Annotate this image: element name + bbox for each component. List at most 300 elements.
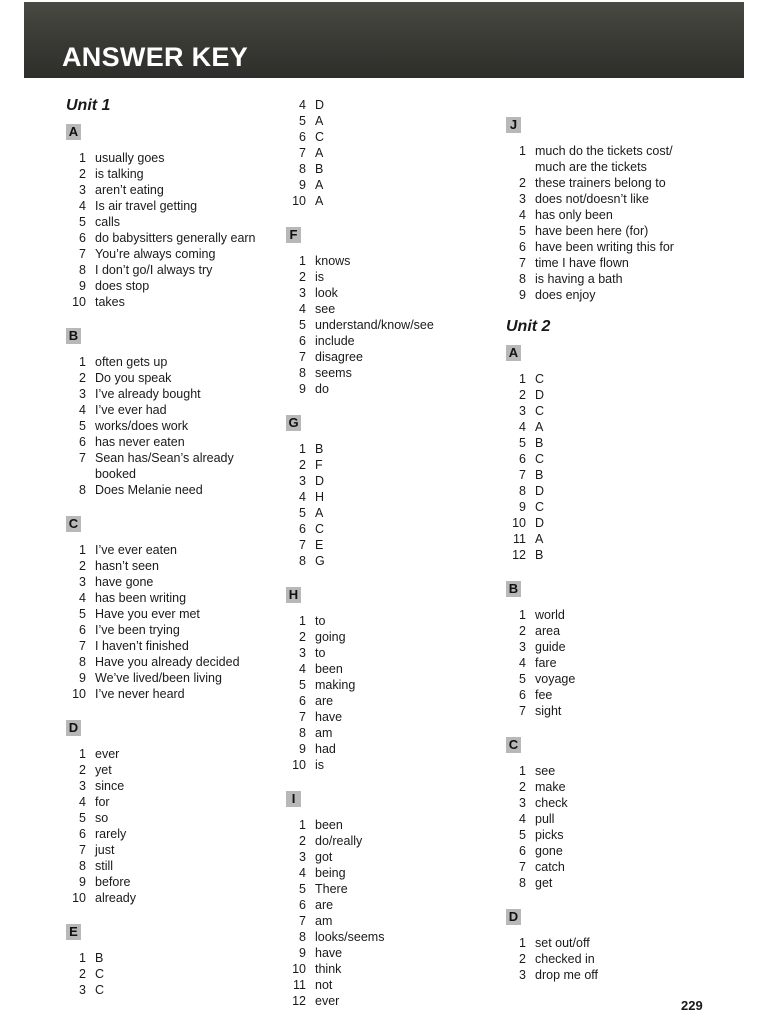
item-number: 5	[79, 419, 86, 433]
item-answer: C	[535, 372, 545, 386]
answer-item	[506, 271, 706, 287]
answer-item	[66, 198, 276, 214]
answer-item	[66, 670, 276, 686]
item-answer: Have you already decided	[95, 655, 240, 669]
item-answer: You’re always coming	[95, 247, 216, 261]
item-number: 1	[299, 442, 306, 456]
answer-item	[286, 833, 486, 849]
item-answer: am	[315, 914, 333, 928]
answer-item	[506, 531, 706, 547]
answer-item	[66, 778, 276, 794]
item-number: 3	[299, 850, 306, 864]
answer-item	[66, 166, 276, 182]
item-answer: We’ve lived/been living	[95, 671, 222, 685]
answer-item	[286, 613, 486, 629]
item-answer: is	[315, 270, 325, 284]
item-number: 8	[79, 655, 86, 669]
item-answer: does stop	[95, 279, 150, 293]
answer-item	[66, 794, 276, 810]
column-1	[66, 96, 276, 998]
answer-item	[286, 661, 486, 677]
item-answer: B	[535, 548, 544, 562]
page-title: ANSWER KEY	[62, 42, 249, 72]
answer-item	[66, 150, 276, 166]
item-number: 7	[519, 860, 526, 874]
item-number: 5	[519, 828, 526, 842]
item-answer: I’ve been trying	[95, 623, 180, 637]
item-answer: gone	[535, 844, 563, 858]
answer-item	[286, 473, 486, 489]
item-answer: C	[95, 983, 105, 997]
item-answer: have been here (for)	[535, 224, 649, 238]
section-label: D	[506, 909, 521, 925]
item-answer: before	[95, 875, 131, 889]
answer-item	[506, 607, 706, 623]
answer-item	[66, 482, 276, 498]
item-answer: guide	[535, 640, 566, 654]
item-answer: see	[535, 764, 556, 778]
answer-item	[506, 403, 706, 419]
item-answer: area	[535, 624, 561, 638]
item-answer: set out/off	[535, 936, 590, 950]
answer-item	[286, 349, 486, 365]
header-banner	[24, 2, 744, 78]
answer-item	[66, 386, 276, 402]
item-number: 8	[519, 272, 526, 286]
item-answer: does not/doesn’t like	[535, 192, 649, 206]
answer-item	[506, 499, 706, 515]
section-label: B	[506, 581, 521, 597]
item-answer: ever	[315, 994, 340, 1008]
item-answer: D	[535, 484, 545, 498]
item-number: 7	[79, 451, 86, 465]
item-number: 6	[79, 435, 86, 449]
answer-item	[286, 113, 486, 129]
answer-item	[66, 590, 276, 606]
answer-item	[286, 521, 486, 537]
item-answer: do/really	[315, 834, 363, 848]
item-answer: am	[315, 726, 333, 740]
answer-item	[286, 285, 486, 301]
answer-item	[286, 993, 486, 1009]
unit-heading: Unit 1	[66, 97, 111, 114]
item-answer: to	[315, 646, 326, 660]
item-number: 3	[79, 387, 86, 401]
item-answer: works/does work	[95, 419, 189, 433]
item-number: 5	[299, 678, 306, 692]
item-number: 1	[79, 151, 86, 165]
item-number: 10	[292, 758, 306, 772]
item-answer: C	[535, 452, 545, 466]
item-answer: knows	[315, 254, 351, 268]
answer-item	[66, 354, 276, 370]
item-answer: being	[315, 866, 346, 880]
answer-item	[66, 402, 276, 418]
item-answer: going	[315, 630, 346, 644]
answer-item	[506, 843, 706, 859]
item-answer: got	[315, 850, 333, 864]
item-number: 5	[519, 436, 526, 450]
item-number: 4	[299, 490, 306, 504]
item-number: 12	[512, 548, 526, 562]
item-number: 8	[79, 263, 86, 277]
item-number: 4	[79, 795, 86, 809]
item-answer: are	[315, 898, 334, 912]
item-number: 6	[79, 623, 86, 637]
item-answer: checked in	[535, 952, 595, 966]
answer-item	[506, 255, 706, 271]
item-number: 4	[519, 812, 526, 826]
item-number: 2	[519, 176, 526, 190]
answer-item	[506, 143, 706, 175]
item-number: 10	[512, 516, 526, 530]
answer-item	[66, 874, 276, 890]
answer-item	[506, 387, 706, 403]
item-number: 7	[519, 256, 526, 270]
answer-item	[506, 795, 706, 811]
item-number: 2	[79, 559, 86, 573]
item-answer: There	[315, 882, 348, 896]
answer-item	[506, 779, 706, 795]
item-answer: D	[315, 474, 325, 488]
item-answer: include	[315, 334, 355, 348]
column-3	[506, 113, 706, 983]
item-answer: G	[315, 554, 325, 568]
item-number: 2	[299, 270, 306, 284]
item-answer: E	[315, 538, 324, 552]
answer-item	[506, 451, 706, 467]
item-number: 2	[79, 763, 86, 777]
item-answer: fare	[535, 656, 557, 670]
answer-item	[66, 638, 276, 654]
item-number: 7	[519, 468, 526, 482]
item-answer: Is air travel getting	[95, 199, 198, 213]
item-answer: had	[315, 742, 336, 756]
answer-item	[66, 450, 276, 482]
item-answer: voyage	[535, 672, 576, 686]
item-answer: I don’t go/I always try	[95, 263, 213, 277]
answer-item	[66, 558, 276, 574]
answer-item	[66, 950, 276, 966]
item-number: 5	[299, 114, 306, 128]
item-number: 3	[79, 183, 86, 197]
item-answer: F	[315, 458, 323, 472]
item-answer: been	[315, 818, 343, 832]
answer-item	[506, 371, 706, 387]
item-number: 4	[299, 302, 306, 316]
item-answer: have	[315, 946, 343, 960]
item-answer: catch	[535, 860, 565, 874]
item-answer: is having a bath	[535, 272, 623, 286]
section-label: C	[506, 737, 521, 753]
item-answer: get	[535, 876, 553, 890]
answer-item	[66, 810, 276, 826]
item-number: 3	[519, 192, 526, 206]
answer-item	[66, 294, 276, 310]
item-number: 2	[299, 458, 306, 472]
item-answer: C	[315, 130, 325, 144]
item-number: 5	[79, 811, 86, 825]
item-number: 4	[299, 866, 306, 880]
item-answer: looks/seems	[315, 930, 385, 944]
item-number: 6	[79, 231, 86, 245]
item-number: 8	[299, 930, 306, 944]
item-number: 12	[292, 994, 306, 1008]
item-number: 4	[519, 656, 526, 670]
item-answer: disagree	[315, 350, 363, 364]
item-answer: C	[95, 967, 105, 981]
item-answer: D	[315, 98, 325, 112]
item-answer: A	[315, 194, 324, 208]
item-number: 1	[79, 747, 86, 761]
item-number: 6	[299, 130, 306, 144]
item-answer: are	[315, 694, 334, 708]
item-number: 10	[72, 687, 86, 701]
item-answer: A	[535, 420, 544, 434]
item-number: 6	[79, 827, 86, 841]
item-number: 3	[519, 640, 526, 654]
answer-item	[66, 654, 276, 670]
item-number: 9	[79, 671, 86, 685]
item-number: 2	[79, 167, 86, 181]
answer-item	[66, 230, 276, 246]
answer-item	[66, 686, 276, 702]
item-number: 5	[519, 672, 526, 686]
answer-item	[286, 97, 486, 113]
item-number: 7	[79, 639, 86, 653]
item-answer: A	[535, 532, 544, 546]
answer-item	[506, 623, 706, 639]
item-answer: sight	[535, 704, 562, 718]
item-answer: A	[315, 506, 324, 520]
item-number: 2	[519, 388, 526, 402]
item-number: 7	[299, 710, 306, 724]
item-number: 3	[299, 474, 306, 488]
item-number: 9	[79, 875, 86, 889]
item-number: 7	[79, 843, 86, 857]
item-answer: have been writing this for	[535, 240, 674, 254]
item-number: 8	[519, 484, 526, 498]
answer-item	[506, 419, 706, 435]
item-number: 3	[79, 779, 86, 793]
answer-item	[286, 365, 486, 381]
item-number: 6	[299, 898, 306, 912]
column-2	[286, 97, 486, 1009]
answer-item	[66, 278, 276, 294]
item-number: 10	[72, 891, 86, 905]
item-answer: has been writing	[95, 591, 187, 605]
item-answer: is talking	[95, 167, 144, 181]
item-number: 1	[299, 254, 306, 268]
item-answer: since	[95, 779, 125, 793]
item-answer: just	[95, 843, 115, 857]
item-number: 2	[299, 834, 306, 848]
item-answer: has only been	[535, 208, 613, 222]
item-number: 6	[299, 694, 306, 708]
item-answer: has never eaten	[95, 435, 185, 449]
answer-item	[286, 317, 486, 333]
answer-item	[506, 639, 706, 655]
item-answer: aren’t eating	[95, 183, 164, 197]
item-answer: Sean has/Sean’s already booked	[95, 451, 234, 481]
item-number: 5	[299, 318, 306, 332]
section-label: C	[66, 516, 81, 532]
section-label: G	[286, 415, 301, 431]
item-answer: much do the tickets cost/ much are the tickets	[535, 144, 673, 174]
answer-item	[286, 693, 486, 709]
item-answer: do	[315, 382, 329, 396]
item-number: 6	[299, 522, 306, 536]
item-answer: D	[535, 516, 545, 530]
item-answer: H	[315, 490, 325, 504]
item-answer: Have you ever met	[95, 607, 200, 621]
answer-item	[506, 967, 706, 983]
item-answer: picks	[535, 828, 564, 842]
section-label: J	[506, 117, 521, 133]
item-answer: B	[535, 468, 544, 482]
item-answer: already	[95, 891, 136, 905]
item-answer: check	[535, 796, 568, 810]
section-label: B	[66, 328, 81, 344]
answer-item	[506, 207, 706, 223]
item-number: 8	[79, 483, 86, 497]
item-number: 4	[79, 403, 86, 417]
item-answer: make	[535, 780, 566, 794]
answer-item	[506, 671, 706, 687]
item-number: 3	[79, 983, 86, 997]
section-label: A	[506, 345, 521, 361]
answer-item	[286, 129, 486, 145]
item-answer: look	[315, 286, 338, 300]
answer-item	[286, 505, 486, 521]
item-number: 3	[519, 968, 526, 982]
item-answer: B	[535, 436, 544, 450]
item-number: 3	[519, 404, 526, 418]
item-number: 8	[299, 366, 306, 380]
item-answer: time I have flown	[535, 256, 629, 270]
item-answer: A	[315, 178, 324, 192]
item-answer: often gets up	[95, 355, 168, 369]
section-label: I	[286, 791, 301, 807]
item-answer: Does Melanie need	[95, 483, 203, 497]
answer-item	[66, 606, 276, 622]
item-answer: these trainers belong to	[535, 176, 666, 190]
item-number: 1	[519, 936, 526, 950]
answer-item	[286, 457, 486, 473]
answer-item	[286, 757, 486, 773]
answer-item	[506, 287, 706, 303]
item-answer: still	[95, 859, 114, 873]
answer-item	[286, 865, 486, 881]
answer-item	[66, 746, 276, 762]
item-number: 10	[292, 194, 306, 208]
answer-item	[66, 214, 276, 230]
answer-item	[66, 982, 276, 998]
item-number: 3	[519, 796, 526, 810]
item-number: 7	[79, 247, 86, 261]
answer-item	[286, 301, 486, 317]
item-number: 1	[79, 543, 86, 557]
item-number: 9	[299, 946, 306, 960]
answer-item	[286, 381, 486, 397]
answer-item	[286, 725, 486, 741]
item-number: 7	[299, 914, 306, 928]
item-number: 1	[519, 764, 526, 778]
answer-item	[286, 629, 486, 645]
answer-item	[506, 483, 706, 499]
item-number: 7	[519, 704, 526, 718]
answer-item	[286, 977, 486, 993]
item-answer: A	[315, 146, 324, 160]
item-answer: usually goes	[95, 151, 165, 165]
item-number: 2	[519, 952, 526, 966]
answer-item	[286, 817, 486, 833]
answer-item	[286, 961, 486, 977]
item-answer: does enjoy	[535, 288, 596, 302]
item-answer: rarely	[95, 827, 127, 841]
item-number: 6	[519, 240, 526, 254]
answer-item	[66, 842, 276, 858]
answer-item	[286, 645, 486, 661]
item-answer: yet	[95, 763, 112, 777]
item-answer: I’ve ever eaten	[95, 543, 177, 557]
item-number: 8	[519, 876, 526, 890]
answer-item	[286, 269, 486, 285]
item-number: 5	[299, 506, 306, 520]
answer-item	[506, 547, 706, 563]
item-number: 6	[519, 688, 526, 702]
item-number: 7	[299, 350, 306, 364]
item-answer: do babysitters generally earn	[95, 231, 256, 245]
item-answer: for	[95, 795, 110, 809]
item-number: 4	[519, 420, 526, 434]
item-number: 2	[519, 624, 526, 638]
item-number: 9	[519, 288, 526, 302]
item-number: 2	[79, 967, 86, 981]
answer-item	[66, 370, 276, 386]
answer-item	[66, 434, 276, 450]
answer-item	[286, 913, 486, 929]
item-number: 3	[79, 575, 86, 589]
answer-item	[506, 175, 706, 191]
answer-item	[506, 655, 706, 671]
answer-item	[66, 418, 276, 434]
answer-item	[286, 929, 486, 945]
section-label: A	[66, 124, 81, 140]
item-answer: B	[315, 442, 324, 456]
answer-item	[66, 826, 276, 842]
section-label: H	[286, 587, 301, 603]
answer-item	[286, 677, 486, 693]
item-number: 6	[519, 844, 526, 858]
answer-item	[506, 859, 706, 875]
answer-item	[286, 897, 486, 913]
answer-item	[286, 145, 486, 161]
page-number: 229	[681, 998, 703, 1013]
item-number: 5	[79, 215, 86, 229]
answer-item	[66, 622, 276, 638]
answer-item	[506, 515, 706, 531]
answer-item	[506, 435, 706, 451]
answer-item	[286, 441, 486, 457]
answer-item	[286, 177, 486, 193]
item-number: 4	[299, 662, 306, 676]
answer-item	[506, 935, 706, 951]
item-answer: so	[95, 811, 109, 825]
item-number: 9	[299, 382, 306, 396]
item-number: 3	[299, 646, 306, 660]
answer-item	[506, 951, 706, 967]
